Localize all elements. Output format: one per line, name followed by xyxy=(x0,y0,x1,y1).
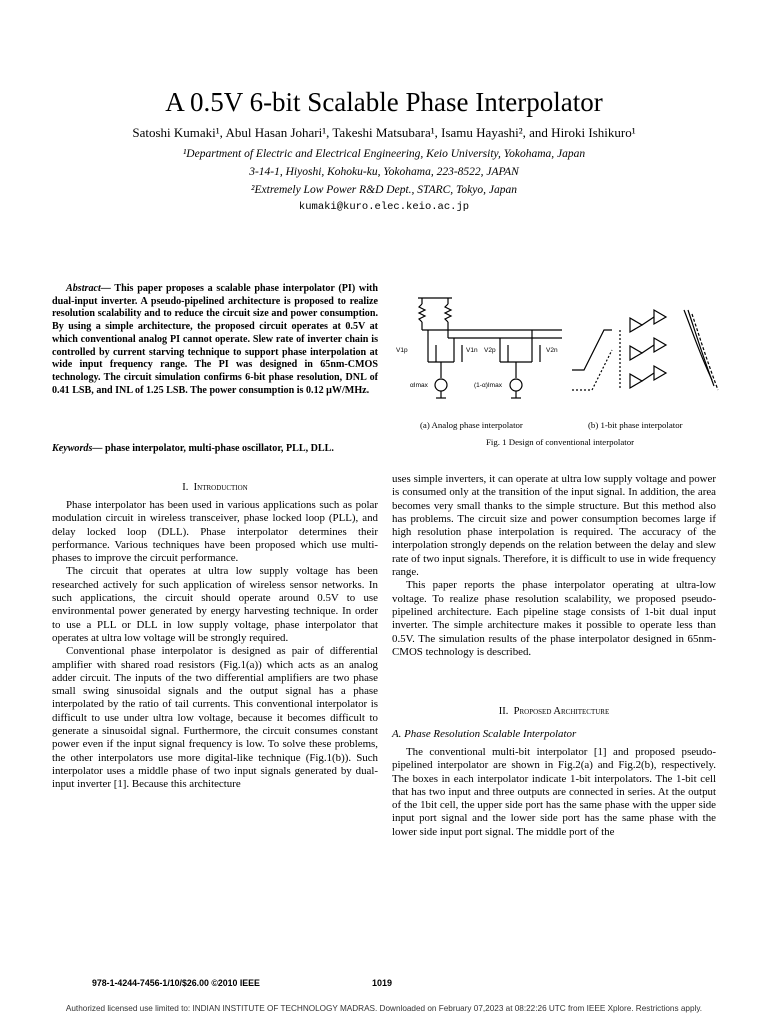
label-v1p: V1p xyxy=(396,347,408,354)
section-title: Introduction xyxy=(193,482,248,493)
keywords-label: Keywords— xyxy=(52,443,103,454)
figure-subcaption-a: (a) Analog phase interpolator xyxy=(420,420,523,430)
paragraph: Phase interpolator has been used in various applications such as polar modulation circuit in wireless transceiver, phase locked loop (PLL), and delay locked loop (DLL). Phase interpolator determines their performance. Various techniques have been proposed which use multi-phases to improve the circuit performance. xyxy=(52,499,378,565)
affiliation-1: ¹Department of Electric and Electrical Engineering, Keio University, Yokohama, Japan xyxy=(182,148,586,160)
affiliation-2: ²Extremely Low Power R&D Dept., STARC, Tokyo, Japan xyxy=(251,184,517,196)
paragraph: This paper reports the phase interpolator operating at ultra-low voltage. To realize phase resolution scalability, we proposed pseudo-pipelined architecture. Each pipeline stage consists of 1-bit dual input inverter. The simple architecture makes it possible to operate less than 0.5V. The simulation results of the phase interpolator designed in 65nm-CMOS technology is described. xyxy=(392,579,716,658)
label-one-minus-alpha-current: (1-α)Imax xyxy=(474,382,502,389)
license-notice: Authorized licensed use limited to: INDIAN INSTITUTE OF TECHNOLOGY MADRAS. Downloaded on February 07,2023 at 08:22:26 UTC from IEEE Xplore. Restrictions apply. xyxy=(65,1004,703,1013)
paragraph: Conventional phase interpolator is designed as pair of differential amplifier with shared road resistors (Fig.1(a)) which acts as an analog adder circuit. The inputs of the two differential amplifiers are two phase small swing sinusoidal signals and the output signal has a phase interpolated by the ratio of tail currents. This conventional interpolator is difficult to use under ultra low voltage, because it becomes difficult to generate a sinusoidal signal. Furthermore, the circuit consumes constant power even if the input signal frequency is low. To solve these problems, the other interpolators use more digital-like technique (Fig.1(b)). Such interpolator uses a middle phase of two input signals generated by dual-input inverter [1]. Because this architecture xyxy=(52,645,378,791)
paragraph: uses simple inverters, it can operate at ultra low supply voltage and power is consumed only at the transition of the input signal. In addition, the area becomes very small thanks to the simple structure. But this method also has problems. The circuit size and power consumption becomes large if high resolution phase interpolation is required. The accuracy of the interpolation strongly depends on the relation between the delay and slew rate of two input signals. Therefore, it is difficult to use in wide frequency range. xyxy=(392,473,716,579)
affiliation-address: 3-14-1, Hiyoshi, Kohoku-ku, Yokohama, 223-8522, JAPAN xyxy=(249,166,519,178)
introduction-body xyxy=(52,499,378,792)
author-list: Satoshi Kumaki¹, Abul Hasan Johari¹, Takeshi Matsubara¹, Isamu Hayashi², and Hiroki Ishikuro¹ xyxy=(132,125,636,140)
section-heading-introduction xyxy=(52,482,378,493)
abstract xyxy=(52,283,378,397)
label-v2n: V2n xyxy=(546,347,558,354)
section-title: Proposed Architecture xyxy=(513,706,610,717)
right-column-body xyxy=(392,473,716,659)
figure-caption: Fig. 1 Design of conventional interpolator xyxy=(486,437,635,447)
keywords-text: phase interpolator, multi-phase oscillator, PLL, DLL. xyxy=(102,443,334,454)
section-heading-proposed-architecture xyxy=(392,706,716,717)
abstract-label: Abstract— xyxy=(66,283,111,294)
keywords xyxy=(52,443,378,456)
section2-body xyxy=(392,746,716,839)
section-number: I. xyxy=(182,482,189,493)
page-number: 1019 xyxy=(372,978,393,988)
footer-isbn: 978-1-4244-7456-1/10/$26.00 ©2010 IEEE xyxy=(92,978,260,988)
figure-1-diagram xyxy=(392,290,722,420)
author-email[interactable]: kumaki@kuro.elec.keio.ac.jp xyxy=(298,201,470,213)
figure-subcaption-b: (b) 1-bit phase interpolator xyxy=(588,420,683,430)
label-v2p: V2p xyxy=(484,347,496,354)
label-v1n: V1n xyxy=(466,347,478,354)
paragraph: The conventional multi-bit interpolator [1] and proposed pseudo-pipelined interpolator are shown in Fig.2(a) and Fig.2(b), respectively. The boxes in each interpolator indicate 1-bit interpolators. The 1-bit cell that has two input and three outputs are connected in series. At the output of the 1bit cell, the upper side port has the same phase with the upper side input port signal and the lower side port has the same phase with the lower side input port signal. The middle port of the xyxy=(392,746,716,838)
subsection-heading: A. Phase Resolution Scalable Interpolator xyxy=(392,728,577,740)
paragraph: The circuit that operates at ultra low supply voltage has been researched actively for such application of wireless sensor networks. In such applications, the circuit should operate around 0.5V to use environmental power generated by energy harvesting technique. In order to use a PLL or DLL in low supply voltage, phase interpolator that operates at ultra low voltage will be strongly required. xyxy=(52,565,378,644)
paper-title: A 0.5V 6-bit Scalable Phase Interpolator xyxy=(165,87,603,117)
label-alpha-current: αImax xyxy=(410,382,428,389)
section-number: II. xyxy=(498,706,509,717)
abstract-text: This paper proposes a scalable phase interpolator (PI) with dual-input inverter. A pseudo-pipelined architecture is proposed to realize resolution scalability and to reduce the circuit size and power consumption. By using a simple architecture, the proposed circuit operates at 0.5V at which conventional analog PI cannot operate. Slew rate of inverter chain is controlled by current starving technique to support phase interpolation at wide input frequency range. The PI was designed in 65nm-CMOS technology. The circuit simulation confirms 6-bit phase resolution, DNL of 0.41 LSB, and INL of 1.25 LSB. The power consumption is 0.12 μW/MHz. xyxy=(52,283,378,396)
